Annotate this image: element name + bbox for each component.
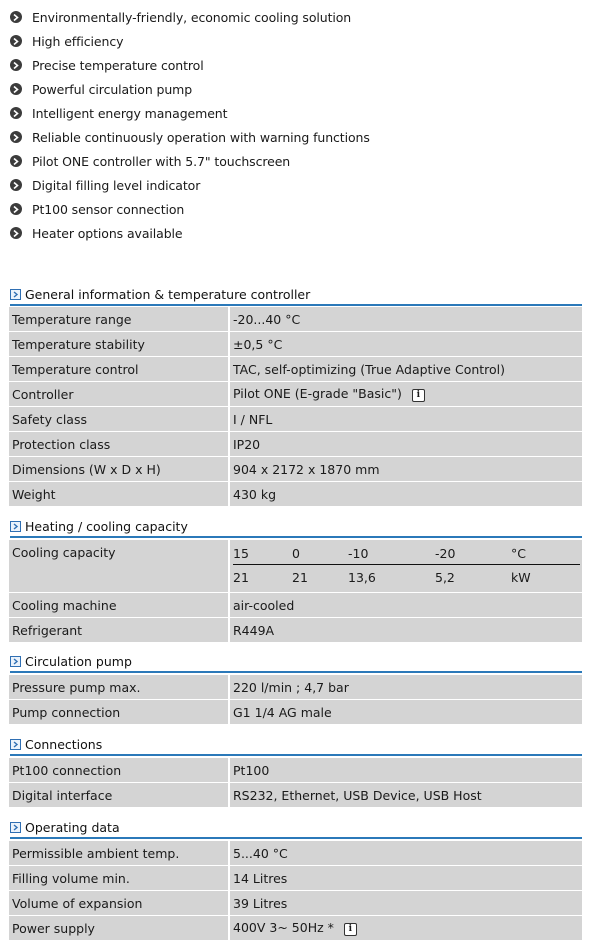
chevron-right-bullet-icon	[10, 131, 22, 143]
table-row	[9, 540, 582, 593]
spec-label: Digital interface	[9, 783, 229, 808]
spec-value: R449A	[229, 618, 582, 643]
cooling-capacity-grid	[229, 540, 582, 593]
capacity-power: 13,6	[348, 570, 376, 585]
feature-text: Pt100 sensor connection	[32, 201, 185, 217]
spec-value: air-cooled	[229, 593, 582, 618]
feature-text: Environmentally-friendly, economic cooling solution	[32, 9, 352, 25]
chevron-right-bullet-icon	[10, 35, 22, 47]
chevron-right-bullet-icon	[10, 83, 22, 95]
spec-value: G1 1/4 AG male	[229, 700, 582, 725]
chevron-right-bullet-icon	[10, 59, 22, 71]
table-row	[9, 783, 582, 808]
table-row	[9, 758, 582, 783]
section-header-general[interactable]	[10, 283, 582, 305]
spec-value: 39 Litres	[229, 891, 582, 916]
spec-label: Temperature control	[9, 357, 229, 382]
spec-value: Pilot ONE (E-grade "Basic")	[233, 386, 402, 401]
spec-value: 430 kg	[229, 482, 582, 507]
feature-text: High efficiency	[32, 33, 124, 49]
spec-value: 5...40 °C	[229, 841, 582, 866]
feature-text: Heater options available	[32, 225, 183, 241]
feature-item	[10, 77, 370, 101]
feature-item	[10, 149, 370, 173]
spec-table-pump	[9, 675, 582, 725]
table-row	[9, 357, 582, 382]
spec-table-general	[9, 307, 582, 507]
capacity-divider	[233, 564, 580, 565]
info-icon[interactable]: i	[344, 923, 357, 936]
feature-list	[10, 5, 370, 245]
capacity-power: 5,2	[435, 570, 455, 585]
section-header-operating[interactable]	[10, 816, 582, 838]
capacity-temp-unit: °C	[511, 546, 526, 561]
spec-label: Dimensions (W x D x H)	[9, 457, 229, 482]
spec-label: Controller	[9, 382, 229, 407]
feature-item	[10, 101, 370, 125]
spec-value: TAC, self-optimizing (True Adaptive Control)	[229, 357, 582, 382]
table-row	[9, 432, 582, 457]
section-header-capacity[interactable]	[10, 515, 582, 537]
feature-text: Pilot ONE controller with 5.7" touchscreen	[32, 153, 291, 169]
feature-text: Reliable continuously operation with warning functions	[32, 129, 370, 145]
capacity-power: 21	[233, 570, 249, 585]
feature-text: Intelligent energy management	[32, 105, 228, 121]
table-row	[9, 457, 582, 482]
feature-item	[10, 5, 370, 29]
section-divider	[10, 671, 582, 673]
spec-table-capacity	[9, 540, 582, 643]
table-row	[9, 891, 582, 916]
spec-value: -20...40 °C	[229, 307, 582, 332]
section-title: Heating / cooling capacity	[25, 518, 188, 534]
spec-label: Pressure pump max.	[9, 675, 229, 700]
section-divider	[10, 536, 582, 538]
section-arrow-icon	[10, 521, 21, 532]
feature-item	[10, 29, 370, 53]
capacity-temp: 0	[292, 546, 300, 561]
spec-table-connections	[9, 758, 582, 808]
spec-label: Temperature stability	[9, 332, 229, 357]
table-row	[9, 593, 582, 618]
table-row	[9, 866, 582, 891]
section-divider	[10, 754, 582, 756]
spec-value: 904 x 2172 x 1870 mm	[229, 457, 582, 482]
spec-label: Power supply	[9, 916, 229, 941]
capacity-temp: 15	[233, 546, 249, 561]
section-arrow-icon	[10, 289, 21, 300]
spec-value: 400V 3~ 50Hz *	[233, 920, 334, 935]
section-arrow-icon	[10, 656, 21, 667]
spec-label: Pt100 connection	[9, 758, 229, 783]
spec-label: Temperature range	[9, 307, 229, 332]
section-divider	[10, 837, 582, 839]
spec-label: Cooling capacity	[9, 540, 229, 593]
feature-text: Precise temperature control	[32, 57, 204, 73]
section-title: General information & temperature controller	[25, 286, 311, 302]
spec-label: Weight	[9, 482, 229, 507]
spec-label: Refrigerant	[9, 618, 229, 643]
section-title: Operating data	[25, 819, 120, 835]
spec-value: ±0,5 °C	[229, 332, 582, 357]
table-row	[9, 307, 582, 332]
section-header-pump[interactable]	[10, 650, 582, 672]
capacity-power-unit: kW	[511, 570, 531, 585]
spec-value: 14 Litres	[229, 866, 582, 891]
section-header-connections[interactable]	[10, 733, 582, 755]
table-row	[9, 675, 582, 700]
table-row	[9, 700, 582, 725]
spec-value: 220 l/min ; 4,7 bar	[229, 675, 582, 700]
spec-label: Cooling machine	[9, 593, 229, 618]
table-row	[9, 618, 582, 643]
feature-item	[10, 221, 370, 245]
spec-label: Volume of expansion	[9, 891, 229, 916]
table-row	[9, 332, 582, 357]
spec-label: Pump connection	[9, 700, 229, 725]
section-title: Circulation pump	[25, 653, 132, 669]
section-arrow-icon	[10, 739, 21, 750]
section-title: Connections	[25, 736, 103, 752]
chevron-right-bullet-icon	[10, 107, 22, 119]
spec-value-cell	[229, 382, 582, 407]
spec-label: Permissible ambient temp.	[9, 841, 229, 866]
spec-value-cell	[229, 916, 582, 941]
feature-item	[10, 53, 370, 77]
table-row	[9, 407, 582, 432]
table-row	[9, 841, 582, 866]
section-arrow-icon	[10, 822, 21, 833]
feature-item	[10, 197, 370, 221]
table-row	[9, 382, 582, 407]
feature-item	[10, 125, 370, 149]
spec-label: Filling volume min.	[9, 866, 229, 891]
spec-table-operating	[9, 841, 582, 941]
table-row	[9, 916, 582, 941]
chevron-right-bullet-icon	[10, 203, 22, 215]
feature-text: Digital filling level indicator	[32, 177, 201, 193]
spec-value: Pt100	[229, 758, 582, 783]
capacity-temp: -10	[348, 546, 369, 561]
feature-item	[10, 173, 370, 197]
spec-value: IP20	[229, 432, 582, 457]
section-divider	[10, 304, 582, 306]
spec-value: I / NFL	[229, 407, 582, 432]
chevron-right-bullet-icon	[10, 227, 22, 239]
table-row	[9, 482, 582, 507]
capacity-temp: -20	[435, 546, 456, 561]
capacity-power: 21	[292, 570, 308, 585]
chevron-right-bullet-icon	[10, 179, 22, 191]
spec-label: Protection class	[9, 432, 229, 457]
spec-label: Safety class	[9, 407, 229, 432]
chevron-right-bullet-icon	[10, 155, 22, 167]
feature-text: Powerful circulation pump	[32, 81, 193, 97]
info-icon[interactable]: i	[412, 389, 425, 402]
spec-value: RS232, Ethernet, USB Device, USB Host	[229, 783, 582, 808]
chevron-right-bullet-icon	[10, 11, 22, 23]
